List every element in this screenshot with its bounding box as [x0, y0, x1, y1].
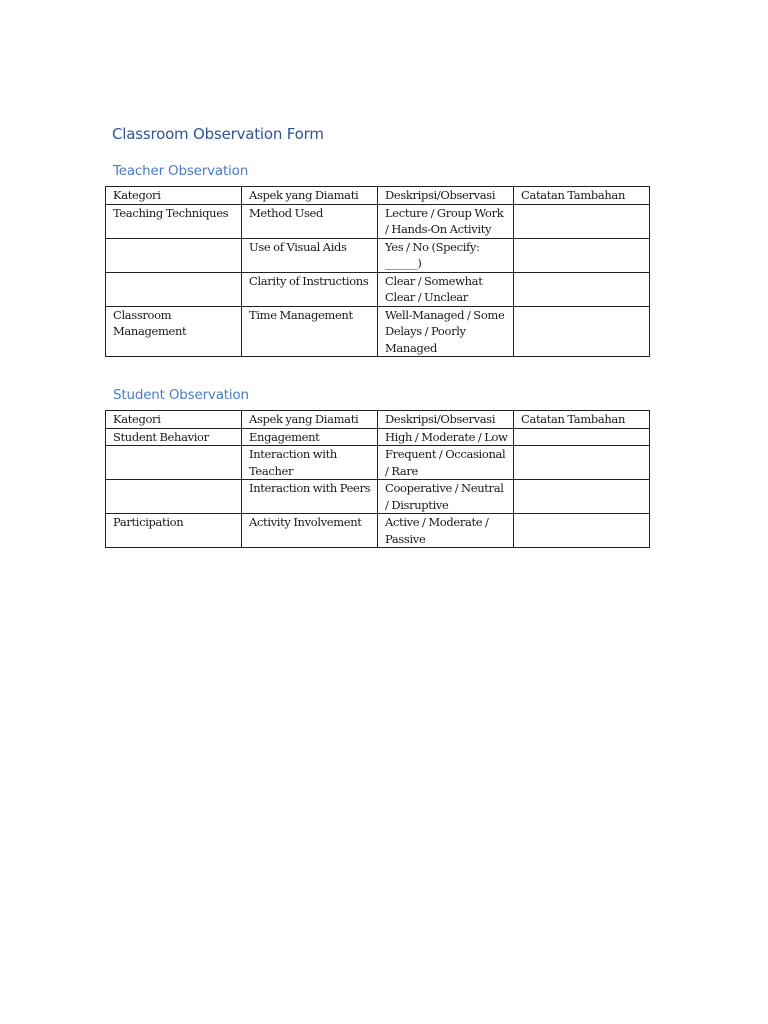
column-header-kategori: Kategori [106, 411, 242, 429]
kategori-cell [106, 238, 242, 272]
kategori-cell: Student Behavior [106, 428, 242, 446]
page-title: Classroom Observation Form [112, 125, 324, 143]
kategori-cell: Teaching Techniques [106, 204, 242, 238]
deskripsi-cell: Cooperative / Neutral / Disruptive [378, 480, 514, 514]
aspek-cell: Activity Involvement [242, 514, 378, 548]
student-observation-table [105, 410, 650, 548]
table-row [106, 428, 650, 446]
table-row [106, 306, 650, 357]
deskripsi-cell: High / Moderate / Low [378, 428, 514, 446]
catatan-cell [514, 204, 650, 238]
aspek-cell: Interaction with Peers [242, 480, 378, 514]
column-header-aspek: Aspek yang Diamati [242, 187, 378, 205]
kategori-cell: Participation [106, 514, 242, 548]
table-row [106, 480, 650, 514]
table-header-row [106, 411, 650, 429]
student-observation-heading: Student Observation [113, 387, 249, 403]
column-header-aspek: Aspek yang Diamati [242, 411, 378, 429]
catatan-cell [514, 272, 650, 306]
table-row [106, 272, 650, 306]
column-header-kategori: Kategori [106, 187, 242, 205]
column-header-deskripsi: Deskripsi/Observasi [378, 411, 514, 429]
aspek-cell: Method Used [242, 204, 378, 238]
table-header-row [106, 187, 650, 205]
deskripsi-cell: Active / Moderate / Passive [378, 514, 514, 548]
table-row [106, 514, 650, 548]
column-header-catatan: Catatan Tambahan [514, 411, 650, 429]
catatan-cell [514, 428, 650, 446]
table-row [106, 446, 650, 480]
deskripsi-cell: Well-Managed / Some Delays / Poorly Managed [378, 306, 514, 357]
aspek-cell: Interaction with Teacher [242, 446, 378, 480]
aspek-cell: Time Management [242, 306, 378, 357]
kategori-cell [106, 446, 242, 480]
deskripsi-cell: Clear / Somewhat Clear / Unclear [378, 272, 514, 306]
kategori-cell [106, 272, 242, 306]
catatan-cell [514, 480, 650, 514]
deskripsi-cell: Yes / No (Specify: ______) [378, 238, 514, 272]
column-header-deskripsi: Deskripsi/Observasi [378, 187, 514, 205]
kategori-cell: Classroom Management [106, 306, 242, 357]
catatan-cell [514, 238, 650, 272]
column-header-catatan: Catatan Tambahan [514, 187, 650, 205]
teacher-observation-table [105, 186, 650, 357]
teacher-observation-heading: Teacher Observation [113, 163, 249, 179]
aspek-cell: Engagement [242, 428, 378, 446]
deskripsi-cell: Lecture / Group Work / Hands-On Activity [378, 204, 514, 238]
catatan-cell [514, 446, 650, 480]
aspek-cell: Use of Visual Aids [242, 238, 378, 272]
catatan-cell [514, 306, 650, 357]
aspek-cell: Clarity of Instructions [242, 272, 378, 306]
table-row [106, 238, 650, 272]
kategori-cell [106, 480, 242, 514]
deskripsi-cell: Frequent / Occasional / Rare [378, 446, 514, 480]
table-row [106, 204, 650, 238]
catatan-cell [514, 514, 650, 548]
